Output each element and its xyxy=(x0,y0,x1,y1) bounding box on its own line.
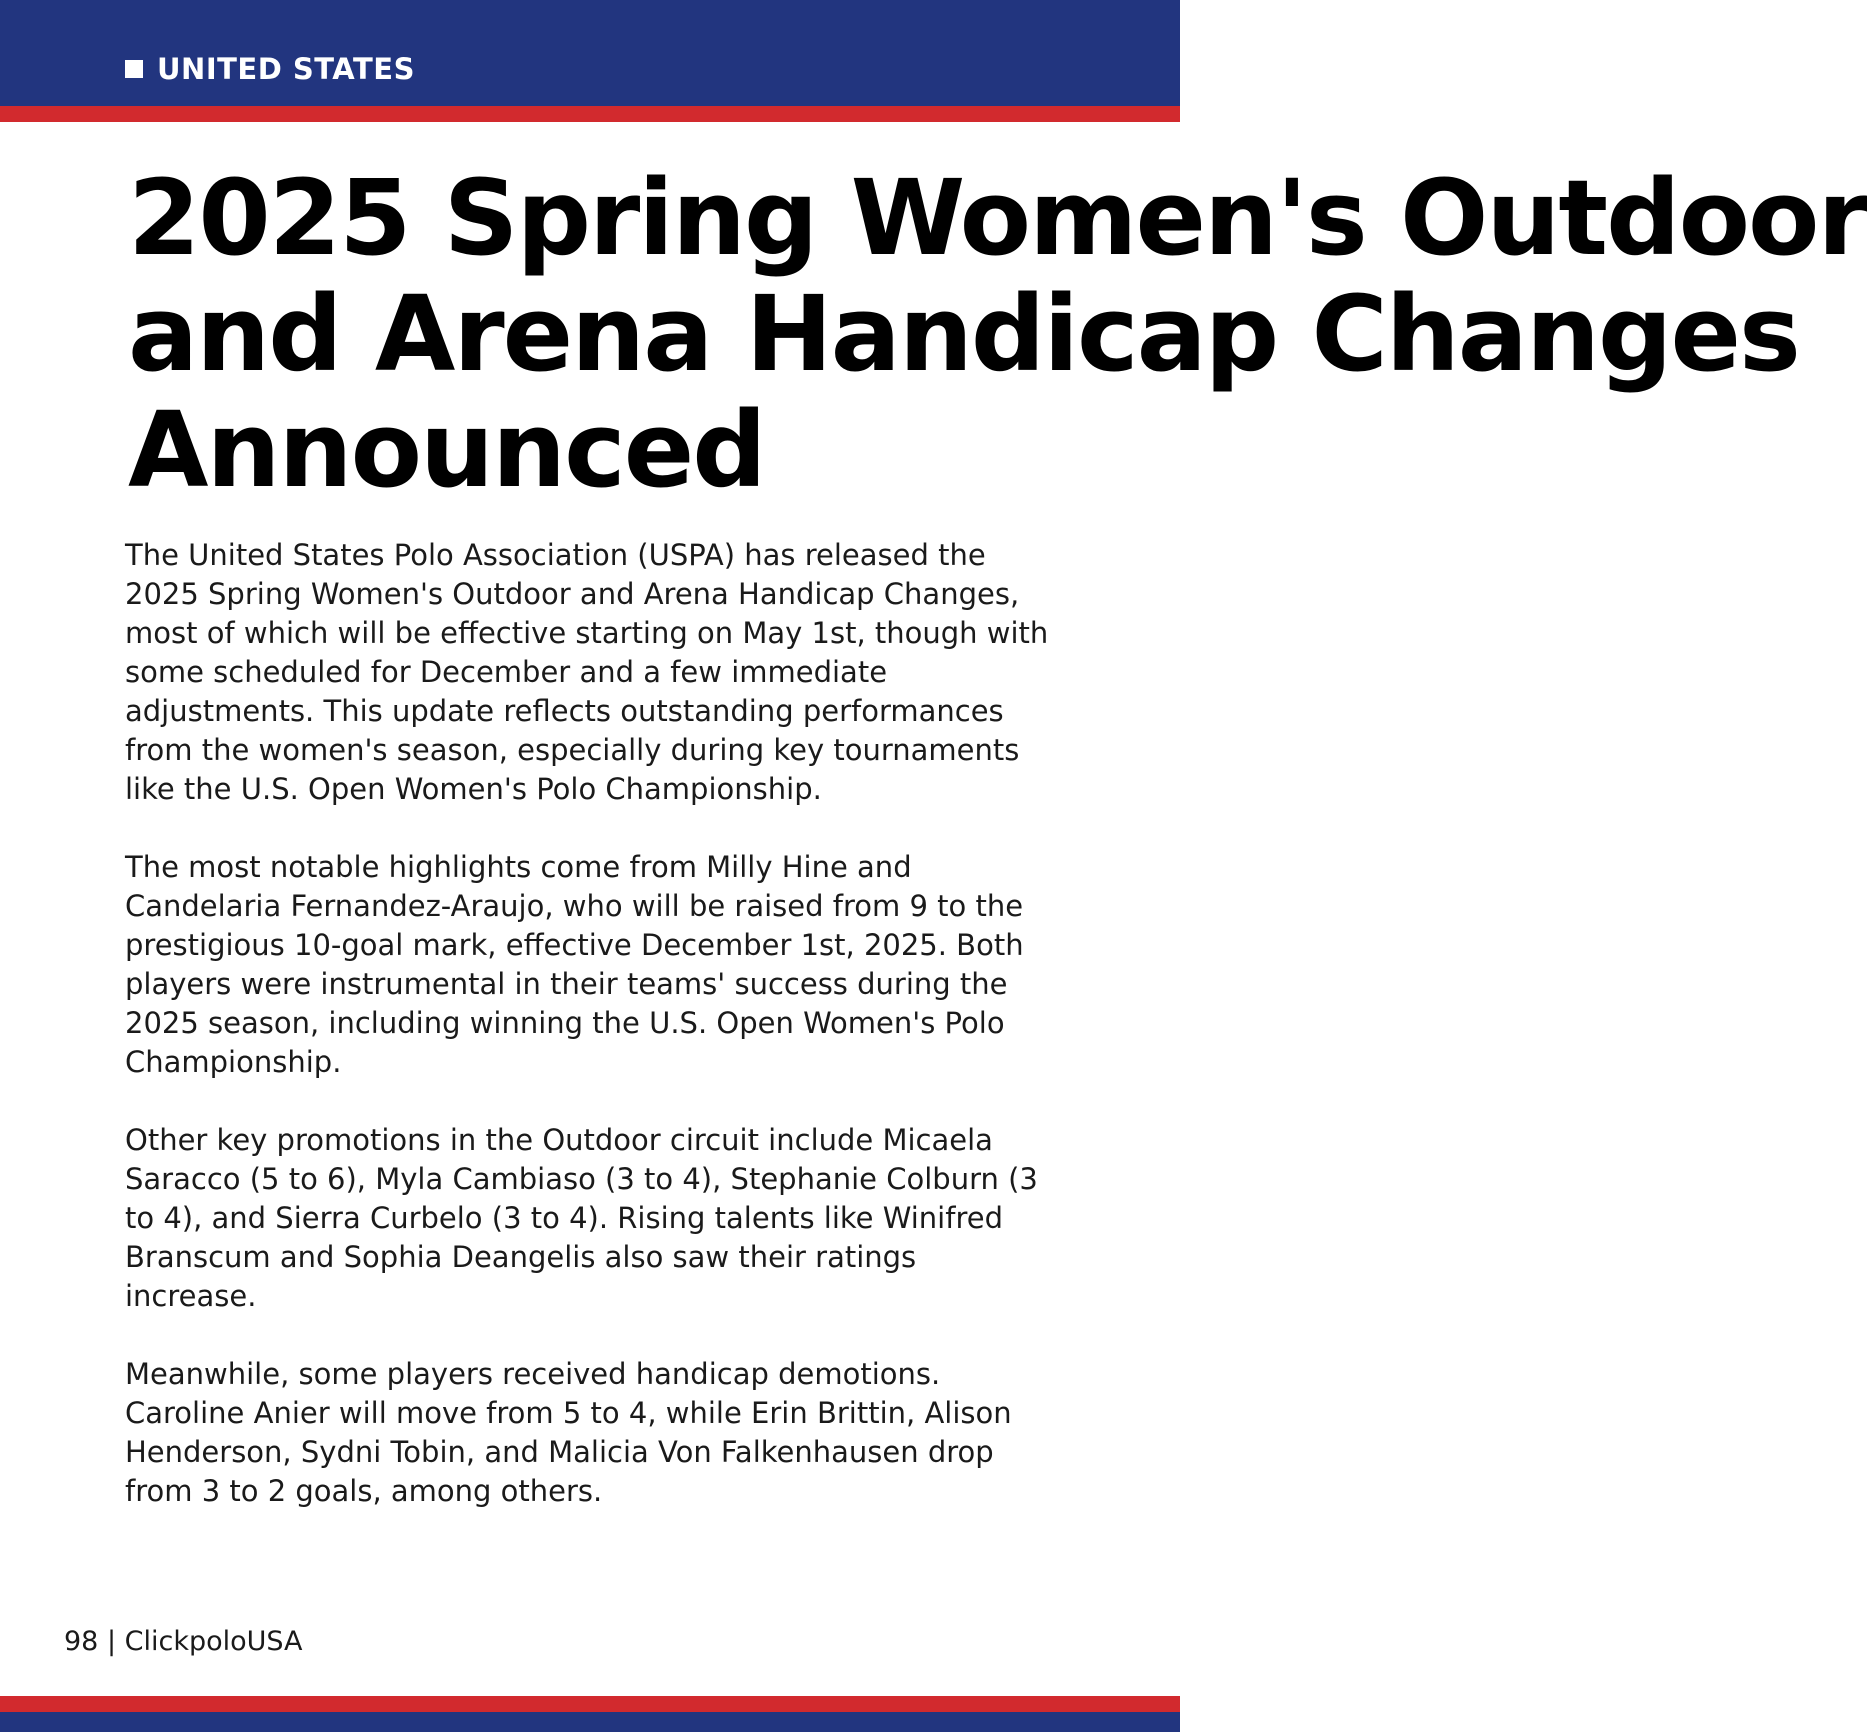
paragraph-1: The United States Polo Association (USPA) has released the 2025 Spring Women's Outdoor and Arena Handicap Changes, most of which will be effective starting on May 1st, though with some scheduled for December and a few immediate adjustments. This update reflects outstanding performances from the women's season, especially during key tournaments like the U.S. Open Women's Polo Championship. xyxy=(125,538,1049,806)
headline-line-1: 2025 Spring Women's Outdoor xyxy=(128,157,1867,279)
article-body xyxy=(125,536,1055,1511)
footer-band xyxy=(0,1712,1180,1732)
header-red-stripe xyxy=(0,106,1180,122)
headline-line-3: Announced xyxy=(128,389,765,511)
section-label-text: UNITED STATES xyxy=(157,52,415,86)
article-headline xyxy=(128,157,1867,511)
footer-red-stripe xyxy=(0,1696,1180,1712)
paragraph-2: The most notable highlights come from Milly Hine and Candelaria Fernandez-Araujo, who will be raised from 9 to the prestigious 10-goal mark, effective December 1st, 2025. Both players were instrumental in their teams' success during the 2025 season, including winning the U.S. Open Women's Polo Championship. xyxy=(125,850,1024,1079)
paragraph-3: Other key promotions in the Outdoor circuit include Micaela Saracco (5 to 6), Myla Cambiaso (3 to 4), Stephanie Colburn (3 to 4), and Sierra Curbelo (3 to 4). Rising talents like Winifred Branscum and Sophia Deangelis also saw their ratings increase. xyxy=(125,1123,1038,1313)
square-bullet-icon xyxy=(125,60,143,78)
section-label xyxy=(125,52,415,86)
page-folio: 98 | ClickpoloUSA xyxy=(64,1626,303,1657)
paragraph-4: Meanwhile, some players received handicap demotions. Caroline Anier will move from 5 to 4, while Erin Brittin, Alison Henderson, Sydni Tobin, and Malicia Von Falkenhausen drop from 3 to 2 goals, among others. xyxy=(125,1357,1012,1508)
headline-line-2: and Arena Handicap Changes xyxy=(128,273,1799,395)
